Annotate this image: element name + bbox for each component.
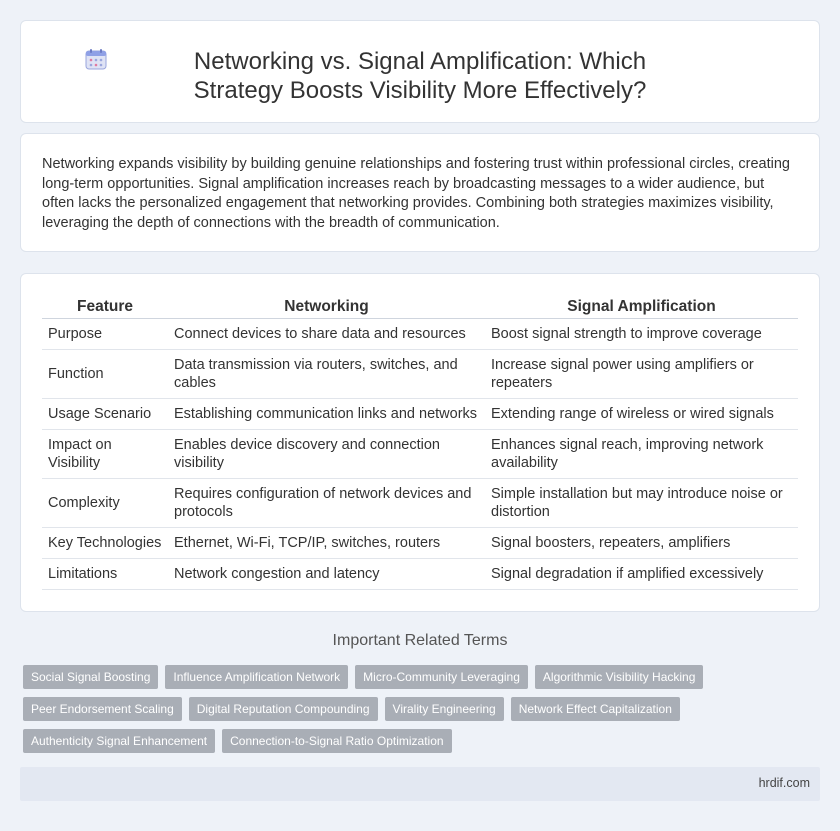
tag-influence-amplification-network[interactable]: Influence Amplification Network [165,665,348,689]
table-cell: Key Technologies [42,528,168,559]
comparison-card [20,273,820,612]
table-cell: Function [42,350,168,399]
table-cell: Signal degradation if amplified excessively [485,559,798,590]
tag-network-effect-capitalization[interactable]: Network Effect Capitalization [511,697,680,721]
header-networking: Networking [168,296,485,319]
tag-authenticity-signal-enhancement[interactable]: Authenticity Signal Enhancement [23,729,215,753]
table-row [42,319,798,350]
footer-site-link[interactable]: hrdif.com [758,776,810,790]
table-row [42,559,798,590]
tag-row [23,729,723,753]
tag-row [23,697,723,721]
table-cell: Ethernet, Wi-Fi, TCP/IP, switches, routers [168,528,485,559]
table-cell: Enables device discovery and connection visibility [168,430,485,479]
table-cell: Usage Scenario [42,399,168,430]
table-cell: Signal boosters, repeaters, amplifiers [485,528,798,559]
comparison-table [42,296,798,590]
related-terms-heading: Important Related Terms [332,632,508,649]
table-header-row [42,296,798,319]
tag-connection-to-signal-ratio-optimization[interactable]: Connection-to-Signal Ratio Optimization [222,729,451,753]
table-cell: Complexity [42,479,168,528]
table-cell: Increase signal power using amplifiers or repeaters [485,350,798,399]
related-terms-list [23,665,723,761]
tag-peer-endorsement-scaling[interactable]: Peer Endorsement Scaling [23,697,182,721]
table-cell: Establishing communication links and networks [168,399,485,430]
table-row [42,350,798,399]
header-signal-amplification: Signal Amplification [485,296,798,319]
page-title: Networking vs. Signal Amplification: Which Strategy Boosts Visibility More Effectively? [193,48,647,104]
tag-social-signal-boosting[interactable]: Social Signal Boosting [23,665,158,689]
table-row [42,528,798,559]
tag-virality-engineering[interactable]: Virality Engineering [385,697,504,721]
table-cell: Requires configuration of network devices and protocols [168,479,485,528]
table-cell: Connect devices to share data and resources [168,319,485,350]
tag-algorithmic-visibility-hacking[interactable]: Algorithmic Visibility Hacking [535,665,704,689]
footer [20,767,820,801]
table-cell: Limitations [42,559,168,590]
table-cell: Simple installation but may introduce noise or distortion [485,479,798,528]
table-row [42,479,798,528]
tag-micro-community-leveraging[interactable]: Micro-Community Leveraging [355,665,528,689]
tag-row [23,665,723,689]
title-card [20,20,820,123]
table-cell: Network congestion and latency [168,559,485,590]
table-row [42,430,798,479]
intro-card [20,133,820,252]
table-cell: Enhances signal reach, improving network availability [485,430,798,479]
intro-paragraph: Networking expands visibility by building genuine relationships and fostering trust within professional circles, creating long-term opportunities. Signal amplification increases reach by broadcasting messages to a wider audience, but often lacks the personalized engagement that networking provides. Combining both strategies maximizes visibility, leveraging the depth of connections with the breadth of communication. [42,156,790,231]
table-cell: Data transmission via routers, switches, and cables [168,350,485,399]
table-cell: Impact on Visibility [42,430,168,479]
table-cell: Purpose [42,319,168,350]
tag-digital-reputation-compounding[interactable]: Digital Reputation Compounding [189,697,378,721]
header-feature: Feature [42,296,168,319]
table-row [42,399,798,430]
table-cell: Extending range of wireless or wired signals [485,399,798,430]
table-cell: Boost signal strength to improve coverage [485,319,798,350]
